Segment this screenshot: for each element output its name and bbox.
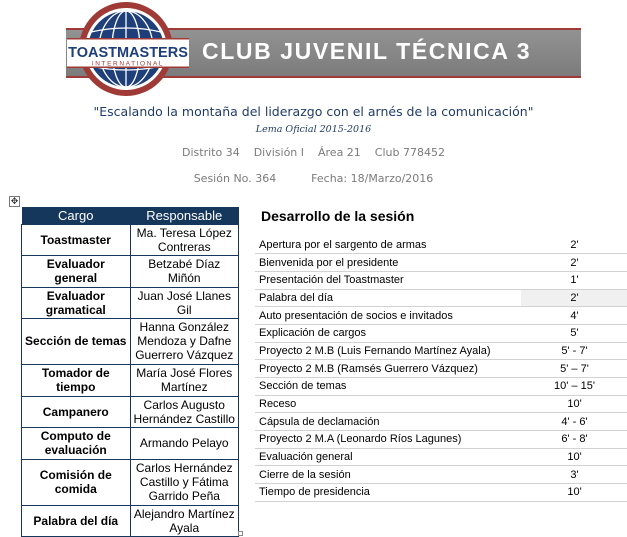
role-person: Armando Pelayo — [130, 427, 239, 459]
agenda-time: 5' - 7' — [521, 342, 627, 360]
agenda-row — [255, 395, 627, 413]
agenda-row — [255, 360, 627, 378]
table-move-handle-icon[interactable]: ✥ — [10, 196, 19, 206]
agenda-activity: Explicación de cargos — [255, 324, 521, 342]
role-name: Computo de evaluación — [22, 427, 131, 459]
district-info: Distrito 34 División I Área 21 Club 778452 — [182, 146, 445, 159]
table-row — [22, 427, 239, 459]
agenda-row — [255, 254, 627, 272]
agenda-activity: Presentación del Toastmaster — [255, 271, 521, 289]
agenda-activity: Sección de temas — [255, 378, 521, 396]
agenda-time: 2' — [521, 236, 627, 254]
agenda-row — [255, 484, 627, 502]
agenda-time: 10' – 15' — [521, 378, 627, 396]
agenda-title: Desarrollo de la sesión — [261, 208, 415, 224]
role-person: Carlos Hernández Castillo y Fátima Garrido Peña — [130, 459, 239, 505]
agenda-activity: Cápsula de declamación — [255, 413, 521, 431]
table-row — [22, 396, 239, 427]
agenda-row — [255, 271, 627, 289]
agenda-activity: Auto presentación de socios e invitados — [255, 307, 521, 325]
agenda-time: 10' — [521, 395, 627, 413]
role-name: Comisión de comida — [22, 459, 131, 505]
agenda-time: 4' - 6' — [521, 413, 627, 431]
agenda-time: 2' — [521, 254, 627, 272]
role-person: Alejandro Martínez Ayala — [130, 505, 239, 536]
roles-table — [21, 207, 239, 537]
agenda-row — [255, 466, 627, 484]
agenda-row — [255, 236, 627, 254]
agenda-time: 3' — [521, 466, 627, 484]
agenda-activity: Cierre de la sesión — [255, 466, 521, 484]
agenda-time: 4' — [521, 307, 627, 325]
agenda-row — [255, 342, 627, 360]
toastmasters-logo — [66, 0, 190, 98]
agenda-row — [255, 413, 627, 431]
role-name: Sección de temas — [22, 318, 131, 364]
table-row — [22, 318, 239, 364]
role-name: Evaluador gramatical — [22, 287, 131, 318]
role-name: Palabra del día — [22, 505, 131, 536]
role-name: Toastmaster — [22, 224, 131, 255]
role-name: Evaluador general — [22, 255, 131, 287]
column-header-responsable: Responsable — [130, 207, 239, 224]
table-row — [22, 287, 239, 318]
table-row — [22, 224, 239, 255]
agenda-activity: Palabra del día — [255, 289, 521, 307]
agenda-table — [255, 236, 627, 502]
agenda-activity: Receso — [255, 395, 521, 413]
agenda-row — [255, 431, 627, 449]
role-person: Hanna González Mendoza y Dafne Guerrero Vázquez — [130, 318, 239, 364]
role-person: Carlos Augusto Hernández Castillo — [130, 396, 239, 427]
club-motto: "Escalando la montaña del liderazgo con el arnés de la comunicación" — [93, 104, 534, 119]
agenda-row — [255, 448, 627, 466]
table-row — [22, 505, 239, 536]
agenda-activity: Evaluación general — [255, 448, 521, 466]
table-row — [22, 255, 239, 287]
table-resize-handle[interactable] — [238, 531, 243, 536]
role-person: Ma. Teresa López Contreras — [130, 224, 239, 255]
agenda-time: 2' — [521, 289, 627, 307]
logo-name: TOASTMASTERS — [68, 45, 188, 61]
session-info: Sesión No. 364 Fecha: 18/Marzo/2016 — [193, 172, 434, 185]
agenda-time: 10' — [521, 484, 627, 502]
agenda-time: 5' — [521, 324, 627, 342]
agenda-activity: Tiempo de presidencia — [255, 484, 521, 502]
role-person: Betzabé Díaz Miñón — [130, 255, 239, 287]
role-person: Juan José Llanes Gil — [130, 287, 239, 318]
agenda-activity: Proyecto 2 M.B (Luis Fernando Martínez Ayala) — [255, 342, 521, 360]
agenda-activity: Proyecto 2 M.A (Leonardo Ríos Lagunes) — [255, 431, 521, 449]
agenda-time: 5' – 7' — [521, 360, 627, 378]
agenda-activity: Proyecto 2 M.B (Ramsés Guerrero Vázquez) — [255, 360, 521, 378]
agenda-row — [255, 324, 627, 342]
logo-subtitle: INTERNATIONAL — [91, 60, 165, 68]
role-name: Tomador de tiempo — [22, 364, 131, 396]
agenda-row — [255, 307, 627, 325]
role-name: Campanero — [22, 396, 131, 427]
agenda-row — [255, 289, 627, 307]
official-lema: Lema Oficial 2015-2016 — [255, 124, 372, 135]
agenda-activity: Bienvenida por el presidente — [255, 254, 521, 272]
column-header-cargo: Cargo — [22, 207, 131, 224]
roles-header-row — [22, 207, 239, 224]
agenda-activity: Apertura por el sargento de armas — [255, 236, 521, 254]
agenda-row — [255, 378, 627, 396]
role-person: María José Flores Martínez — [130, 364, 239, 396]
agenda-time: 1' — [521, 271, 627, 289]
club-title: CLUB JUVENIL TÉCNICA 3 — [202, 38, 532, 64]
agenda-time: 10' — [521, 448, 627, 466]
agenda-time: 6' - 8' — [521, 431, 627, 449]
table-row — [22, 364, 239, 396]
table-row — [22, 459, 239, 505]
